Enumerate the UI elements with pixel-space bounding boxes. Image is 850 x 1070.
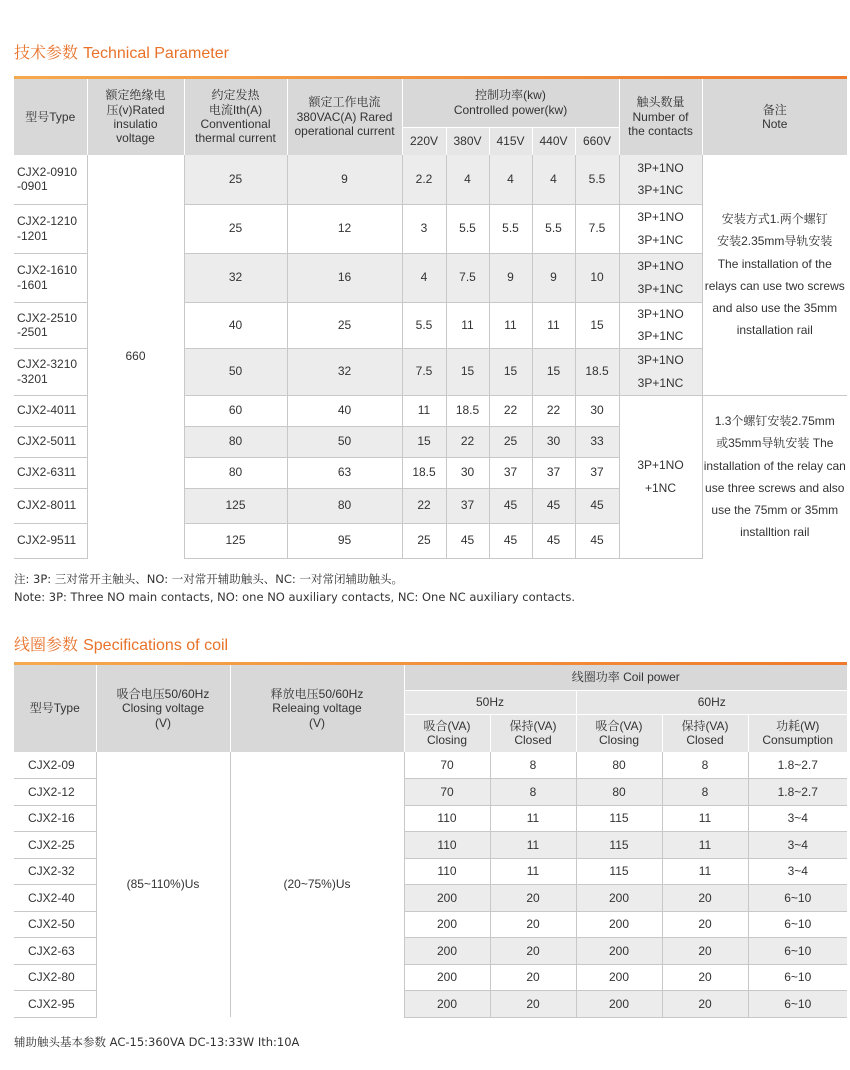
tech-cell-power: 45	[489, 523, 532, 558]
coil-row	[14, 752, 847, 779]
coil-cell-w: 6~10	[748, 991, 847, 1018]
tech-cell-power: 11	[402, 395, 446, 426]
tech-cell-power: 45	[575, 488, 619, 523]
tech-cell-ie: 16	[287, 253, 402, 302]
tech-section-title	[14, 40, 229, 63]
coil-cell-w: 3~4	[748, 858, 847, 885]
tech-footnote-cn: 注: 3P: 三对常开主触头、NO: 一对常开辅助触头、NC: 一对常闭辅助触头。	[14, 572, 403, 586]
tech-cell-contacts: 3P+1NO 3P+1NC	[619, 253, 702, 302]
tech-cell-model: CJX2-2510 -2501	[14, 302, 87, 348]
tech-header-power-1: 380V	[446, 127, 489, 155]
coil-cell-c50: 200	[404, 938, 490, 965]
tech-cell-note-2: 1.3个螺钉安装2.75mm 或35mm导轨安装 The installation of the relay can use three screws and also use the 75mm or 35mm installtion rail	[702, 395, 847, 558]
tech-cell-ie: 12	[287, 204, 402, 253]
tech-cell-note-1: 安装方式1.两个螺钉 安装2.35mm导轨安装 The installation of the relays can use two screws and also use the 35mm installation rail	[702, 155, 847, 395]
coil-cell-h60: 8	[662, 752, 748, 779]
tech-cell-power: 4	[446, 155, 489, 204]
coil-cell-h60: 20	[662, 911, 748, 938]
coil-cell-h50: 20	[490, 911, 576, 938]
tech-header-power-4: 660V	[575, 127, 619, 155]
tech-cell-power: 11	[489, 302, 532, 348]
tech-cell-ie: 40	[287, 395, 402, 426]
coil-cell-h50: 8	[490, 752, 576, 779]
tech-cell-ie: 80	[287, 488, 402, 523]
coil-title-cn: 线圈参数	[14, 637, 79, 654]
tech-cell-ith: 25	[184, 204, 287, 253]
coil-cell-h50: 20	[490, 885, 576, 912]
coil-cell-closing: (85~110%)Us	[96, 752, 230, 1017]
tech-header-note: 备注 Note	[702, 79, 847, 155]
tech-header-voltage: 额定绝缘电 压(v)Rated insulatio voltage	[87, 79, 184, 155]
coil-cell-h50: 11	[490, 858, 576, 885]
coil-footnote: 辅助触头基本参数 AC-15:360VA DC-13:33W Ith:10A	[14, 1035, 300, 1049]
tech-cell-power: 7.5	[446, 253, 489, 302]
tech-cell-power: 37	[575, 457, 619, 488]
coil-cell-c50: 200	[404, 964, 490, 991]
tech-cell-power: 5.5	[575, 155, 619, 204]
tech-header-power-2: 415V	[489, 127, 532, 155]
coil-cell-model: CJX2-63	[14, 938, 96, 965]
tech-cell-ith: 125	[184, 488, 287, 523]
coil-cell-c50: 110	[404, 805, 490, 832]
tech-cell-model: CJX2-1610 -1601	[14, 253, 87, 302]
coil-cell-h60: 20	[662, 964, 748, 991]
coil-cell-model: CJX2-95	[14, 991, 96, 1018]
coil-cell-h60: 11	[662, 858, 748, 885]
tech-cell-contacts: 3P+1NO 3P+1NC	[619, 204, 702, 253]
tech-title-cn: 技术参数	[14, 45, 79, 62]
coil-table	[14, 665, 847, 1018]
tech-cell-model: CJX2-6311	[14, 457, 87, 488]
coil-cell-h60: 20	[662, 885, 748, 912]
tech-cell-power: 22	[489, 395, 532, 426]
tech-cell-power: 3	[402, 204, 446, 253]
coil-cell-model: CJX2-16	[14, 805, 96, 832]
tech-cell-ie: 25	[287, 302, 402, 348]
tech-cell-power: 45	[575, 523, 619, 558]
coil-cell-c60: 200	[576, 938, 662, 965]
coil-cell-h50: 20	[490, 964, 576, 991]
coil-cell-c60: 200	[576, 911, 662, 938]
tech-cell-power: 9	[489, 253, 532, 302]
tech-cell-power: 25	[489, 426, 532, 457]
coil-cell-c60: 200	[576, 991, 662, 1018]
tech-header-power: 控制功率(kw) Controlled power(kw)	[402, 79, 619, 127]
coil-cell-w: 1.8~2.7	[748, 779, 847, 806]
coil-cell-h50: 11	[490, 805, 576, 832]
tech-cell-ith: 60	[184, 395, 287, 426]
tech-cell-power: 30	[532, 426, 575, 457]
coil-cell-h50: 11	[490, 832, 576, 859]
coil-cell-c50: 110	[404, 858, 490, 885]
tech-cell-power: 45	[532, 523, 575, 558]
tech-cell-model: CJX2-3210 -3201	[14, 348, 87, 395]
tech-cell-power: 37	[446, 488, 489, 523]
coil-title-en: Specifications of coil	[83, 637, 229, 654]
tech-cell-power: 5.5	[489, 204, 532, 253]
tech-header-model: 型号Type	[14, 79, 87, 155]
tech-cell-contacts: 3P+1NO 3P+1NC	[619, 155, 702, 204]
tech-header-operational: 额定工作电流 380VAC(A) Rared operational current	[287, 79, 402, 155]
tech-cell-voltage: 660	[87, 155, 184, 558]
tech-cell-power: 7.5	[575, 204, 619, 253]
tech-cell-power: 5.5	[532, 204, 575, 253]
tech-cell-power: 11	[446, 302, 489, 348]
coil-header-releasing: 释放电压50/60Hz Releaing voltage (V)	[230, 665, 404, 752]
coil-header-60hz: 60Hz	[576, 690, 847, 714]
tech-cell-power: 5.5	[402, 302, 446, 348]
tech-cell-power: 37	[489, 457, 532, 488]
tech-cell-power: 9	[532, 253, 575, 302]
tech-cell-model: CJX2-1210 -1201	[14, 204, 87, 253]
coil-header-power: 线圈功率 Coil power	[404, 665, 847, 690]
tech-header-contacts: 触头数量 Number of the contacts	[619, 79, 702, 155]
tech-row	[14, 155, 847, 204]
coil-header-closing-va-60: 吸合(VA) Closing	[576, 714, 662, 752]
coil-cell-c60: 115	[576, 858, 662, 885]
coil-cell-releasing: (20~75%)Us	[230, 752, 404, 1017]
coil-cell-c50: 200	[404, 885, 490, 912]
coil-cell-w: 6~10	[748, 911, 847, 938]
coil-cell-model: CJX2-50	[14, 911, 96, 938]
coil-cell-w: 1.8~2.7	[748, 752, 847, 779]
coil-section-title	[14, 632, 228, 655]
coil-header-closing-va-50: 吸合(VA) Closing	[404, 714, 490, 752]
coil-cell-c60: 200	[576, 964, 662, 991]
coil-cell-model: CJX2-32	[14, 858, 96, 885]
coil-cell-model: CJX2-80	[14, 964, 96, 991]
tech-cell-power: 4	[532, 155, 575, 204]
coil-cell-model: CJX2-09	[14, 752, 96, 779]
coil-cell-h60: 11	[662, 805, 748, 832]
tech-cell-power: 15	[532, 348, 575, 395]
tech-cell-ith: 80	[184, 426, 287, 457]
tech-cell-model: CJX2-5011	[14, 426, 87, 457]
coil-cell-c50: 110	[404, 832, 490, 859]
coil-cell-h60: 20	[662, 991, 748, 1018]
tech-cell-power: 30	[575, 395, 619, 426]
coil-header-model: 型号Type	[14, 665, 96, 752]
tech-cell-ith: 32	[184, 253, 287, 302]
tech-cell-power: 33	[575, 426, 619, 457]
tech-cell-power: 10	[575, 253, 619, 302]
tech-cell-contacts: 3P+1NO 3P+1NC	[619, 302, 702, 348]
tech-cell-ith: 125	[184, 523, 287, 558]
tech-cell-power: 15	[489, 348, 532, 395]
tech-header-thermal: 约定发热 电流Ith(A) Conventional thermal current	[184, 79, 287, 155]
coil-cell-c60: 200	[576, 885, 662, 912]
coil-cell-model: CJX2-25	[14, 832, 96, 859]
coil-cell-w: 3~4	[748, 832, 847, 859]
coil-cell-model: CJX2-40	[14, 885, 96, 912]
tech-cell-ie: 63	[287, 457, 402, 488]
tech-cell-power: 18.5	[402, 457, 446, 488]
tech-cell-power: 2.2	[402, 155, 446, 204]
tech-cell-model: CJX2-8011	[14, 488, 87, 523]
tech-cell-ith: 40	[184, 302, 287, 348]
tech-cell-power: 25	[402, 523, 446, 558]
coil-header-consumption: 功耗(W) Consumption	[748, 714, 847, 752]
coil-cell-h60: 8	[662, 779, 748, 806]
tech-cell-power: 15	[402, 426, 446, 457]
coil-cell-w: 3~4	[748, 805, 847, 832]
tech-cell-power: 5.5	[446, 204, 489, 253]
coil-cell-c60: 115	[576, 832, 662, 859]
tech-cell-power: 4	[402, 253, 446, 302]
tech-cell-power: 11	[532, 302, 575, 348]
coil-cell-h50: 20	[490, 938, 576, 965]
coil-cell-h60: 11	[662, 832, 748, 859]
coil-cell-c50: 70	[404, 752, 490, 779]
tech-cell-contacts: 3P+1NO 3P+1NC	[619, 348, 702, 395]
tech-cell-power: 22	[532, 395, 575, 426]
tech-header-power-0: 220V	[402, 127, 446, 155]
coil-cell-w: 6~10	[748, 964, 847, 991]
coil-cell-c50: 70	[404, 779, 490, 806]
coil-cell-c50: 200	[404, 911, 490, 938]
coil-header-closing: 吸合电压50/60Hz Closing voltage (V)	[96, 665, 230, 752]
coil-cell-c60: 80	[576, 752, 662, 779]
tech-cell-power: 18.5	[446, 395, 489, 426]
tech-cell-ie: 32	[287, 348, 402, 395]
tech-cell-model: CJX2-4011	[14, 395, 87, 426]
tech-cell-model: CJX2-0910 -0901	[14, 155, 87, 204]
coil-cell-w: 6~10	[748, 938, 847, 965]
tech-cell-power: 45	[446, 523, 489, 558]
tech-cell-power: 22	[402, 488, 446, 523]
coil-cell-c60: 115	[576, 805, 662, 832]
coil-header-closed-va-60: 保持(VA) Closed	[662, 714, 748, 752]
coil-header-closed-va-50: 保持(VA) Closed	[490, 714, 576, 752]
tech-cell-power: 7.5	[402, 348, 446, 395]
tech-cell-contacts-group: 3P+1NO +1NC	[619, 395, 702, 558]
tech-cell-ith: 80	[184, 457, 287, 488]
tech-cell-ie: 50	[287, 426, 402, 457]
coil-cell-w: 6~10	[748, 885, 847, 912]
tech-cell-power: 45	[489, 488, 532, 523]
tech-cell-ith: 25	[184, 155, 287, 204]
tech-table	[14, 79, 847, 559]
tech-footnote-en: Note: 3P: Three NO main contacts, NO: one NO auxiliary contacts, NC: One NC auxiliary contacts.	[14, 590, 575, 604]
coil-header-50hz: 50Hz	[404, 690, 576, 714]
tech-cell-power: 18.5	[575, 348, 619, 395]
tech-cell-ith: 50	[184, 348, 287, 395]
tech-header-power-3: 440V	[532, 127, 575, 155]
tech-title-en: Technical Parameter	[83, 45, 229, 62]
coil-cell-c60: 80	[576, 779, 662, 806]
coil-cell-h60: 20	[662, 938, 748, 965]
tech-cell-power: 15	[575, 302, 619, 348]
tech-cell-power: 30	[446, 457, 489, 488]
tech-cell-model: CJX2-9511	[14, 523, 87, 558]
coil-cell-h50: 20	[490, 991, 576, 1018]
tech-cell-ie: 95	[287, 523, 402, 558]
tech-cell-power: 15	[446, 348, 489, 395]
tech-cell-power: 37	[532, 457, 575, 488]
coil-cell-h50: 8	[490, 779, 576, 806]
tech-cell-power: 4	[489, 155, 532, 204]
coil-cell-model: CJX2-12	[14, 779, 96, 806]
tech-cell-power: 45	[532, 488, 575, 523]
tech-cell-ie: 9	[287, 155, 402, 204]
coil-cell-c50: 200	[404, 991, 490, 1018]
tech-cell-power: 22	[446, 426, 489, 457]
